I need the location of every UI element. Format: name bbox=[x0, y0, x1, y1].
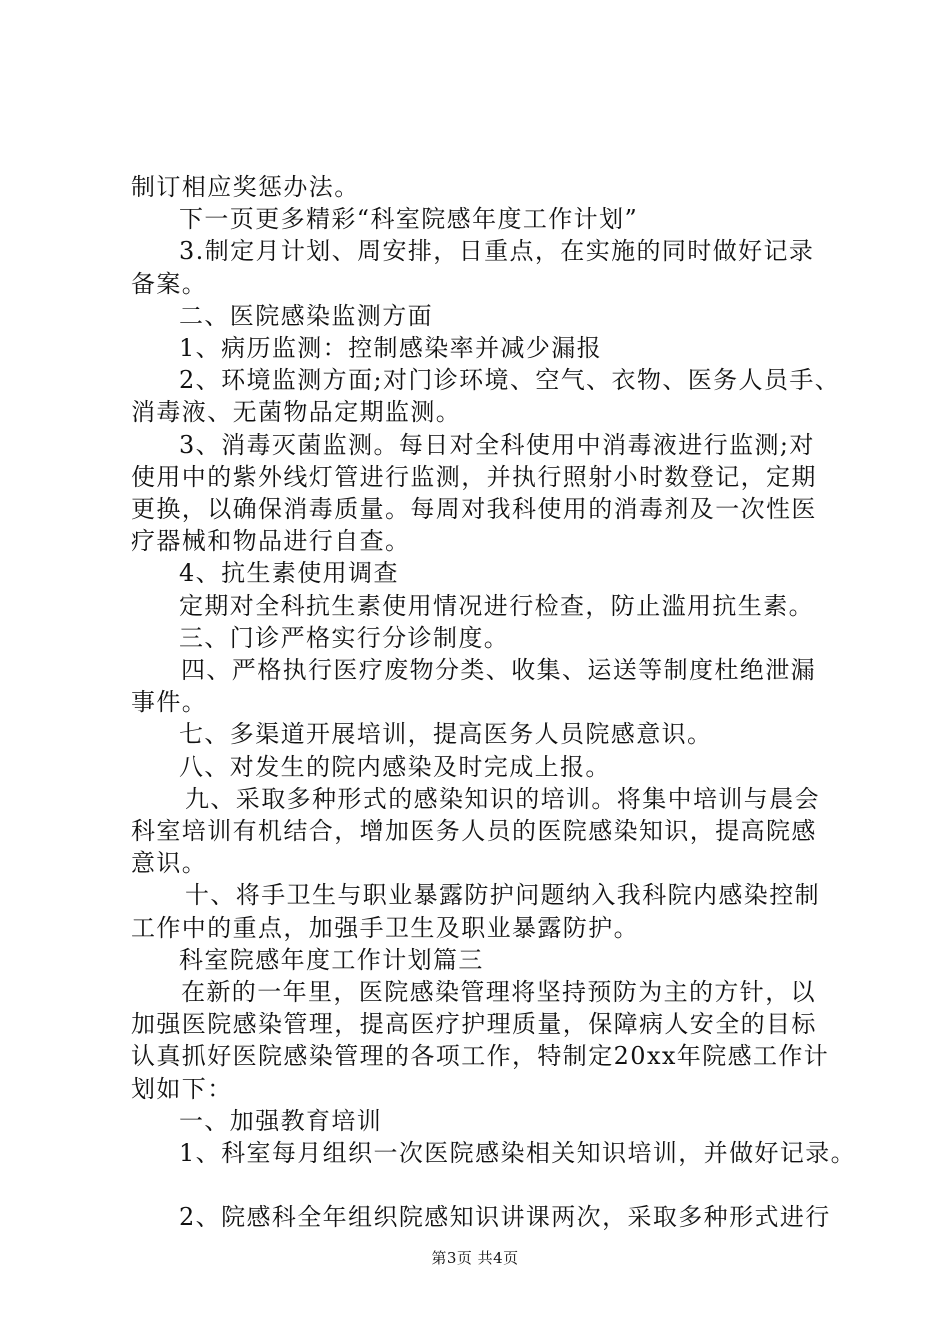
text-line: 意识。 bbox=[131, 849, 208, 878]
text-line: 在新的一年里，医院感染管理将坚持预防为主的方针，以 bbox=[181, 978, 816, 1007]
text-line: 2、环境监测方面;对门诊环境、空气、衣物、医务人员手、 bbox=[179, 366, 841, 395]
section-heading: 十、将手卫生与职业暴露防护问题纳入我科院内感染控制 bbox=[185, 881, 820, 910]
section-heading: 七、多渠道开展培训，提高医务人员院感意识。 bbox=[179, 720, 713, 749]
text-line: 下一页更多精彩“科室院感年度工作计划” bbox=[179, 205, 639, 234]
text-line: 消毒液、无菌物品定期监测。 bbox=[131, 398, 462, 427]
section-heading: 九、采取多种形式的感染知识的培训。将集中培训与晨会 bbox=[185, 784, 820, 813]
text-line: 事件。 bbox=[131, 688, 208, 717]
document-body bbox=[131, 171, 857, 1234]
section-heading: 二、医院感染监测方面 bbox=[179, 301, 433, 330]
text-line: 加强医院感染管理，提高医疗护理质量，保障病人安全的目标 bbox=[131, 1010, 817, 1039]
text-line: 制订相应奖惩办法。 bbox=[131, 173, 360, 201]
text-line: 定期对全科抗生素使用情况进行检查，防止滥用抗生素。 bbox=[179, 591, 814, 620]
text-line: 2、院感科全年组织院感知识讲课两次，采取多种形式进行 bbox=[179, 1203, 831, 1232]
text-line: 1、病历监测：控制感染率并减少漏报 bbox=[179, 334, 603, 363]
text-line: 3.制定月计划、周安排，日重点，在实施的同时做好记录 bbox=[179, 237, 815, 266]
document-subtitle: 科室院感年度工作计划篇三 bbox=[179, 945, 484, 974]
text-line: 科室培训有机结合，增加医务人员的医院感染知识，提高院感 bbox=[131, 817, 817, 846]
text-line: 工作中的重点，加强手卫生及职业暴露防护。 bbox=[131, 913, 639, 942]
text-line: 使用中的紫外线灯管进行监测，并执行照射小时数登记，定期 bbox=[131, 462, 817, 491]
paragraph-gap bbox=[131, 1169, 846, 1201]
text-line: 3、消毒灭菌监测。每日对全科使用中消毒液进行监测;对 bbox=[179, 430, 815, 459]
text-line: 4、抗生素使用调查 bbox=[179, 559, 399, 588]
text-line: 1、科室每月组织一次医院感染相关知识培训，并做好记录。 bbox=[179, 1139, 857, 1168]
section-heading: 八、对发生的院内感染及时完成上报。 bbox=[179, 752, 611, 781]
text-line: 疗器械和物品进行自查。 bbox=[131, 527, 411, 556]
text-line: 备案。 bbox=[131, 269, 208, 298]
section-heading: 三、门诊严格实行分诊制度。 bbox=[179, 623, 510, 652]
section-heading: 四、严格执行医疗废物分类、收集、运送等制度杜绝泄漏 bbox=[181, 656, 816, 685]
section-heading: 一、加强教育培训 bbox=[179, 1106, 383, 1135]
text-line: 划如下： bbox=[131, 1074, 233, 1103]
page-number-footer: 第3页 共4页 bbox=[431, 1249, 519, 1267]
text-line: 认真抓好医院感染管理的各项工作，特制定20xx年院感工作计 bbox=[131, 1042, 830, 1071]
text-line: 更换，以确保消毒质量。每周对我科使用的消毒剂及一次性医 bbox=[131, 495, 817, 524]
